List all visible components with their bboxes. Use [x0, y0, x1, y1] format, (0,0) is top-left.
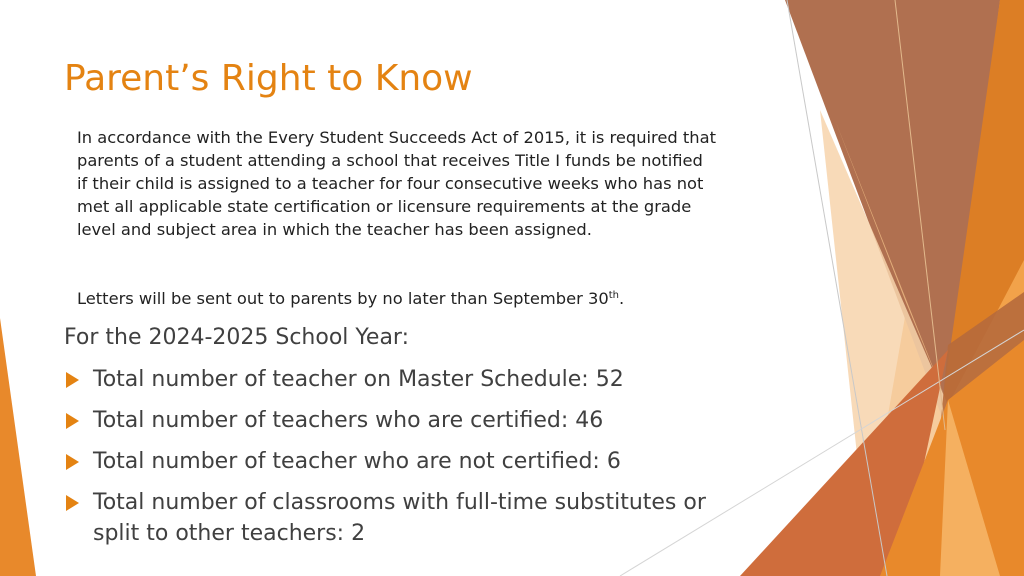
letters-text: Letters will be sent out to parents by no later than September 30: [77, 289, 609, 308]
bullet-arrow-icon: [66, 413, 79, 429]
bullet-certified: [64, 405, 754, 436]
bullet-text: Total number of teachers who are certified: 46: [93, 408, 604, 433]
bullet-text: Total number of classrooms with full-time substitutes or split to other teachers: 2: [93, 490, 706, 546]
intro-paragraph: In accordance with the Every Student Succeeds Act of 2015, it is required that parents of a student attending a school that receives Title I funds be notified if their child is assigned to a teacher for four consecutive weeks who has not met all applicable state certification or licensure requirements at the grade level and subject area in which the teacher has been assigned.: [77, 128, 716, 239]
bullet-text: Total number of teacher on Master Schedule: 52: [93, 367, 624, 392]
bullet-arrow-icon: [66, 372, 79, 388]
school-year-heading: For the 2024-2025 School Year:: [64, 325, 410, 350]
bullet-master-schedule: [64, 364, 754, 395]
letters-superscript: th: [608, 290, 619, 301]
bullet-substitutes: [64, 487, 754, 549]
letters-notice: [77, 287, 624, 310]
bullet-not-certified: [64, 446, 754, 477]
bullet-arrow-icon: [66, 454, 79, 470]
stats-bullet-list: [64, 364, 754, 559]
left-orange-sliver: [0, 318, 36, 576]
slide-title: Parent’s Right to Know: [64, 58, 473, 99]
letters-end: .: [618, 289, 625, 308]
bullet-arrow-icon: [66, 495, 79, 511]
bullet-text: Total number of teacher who are not certified: 6: [93, 449, 621, 474]
